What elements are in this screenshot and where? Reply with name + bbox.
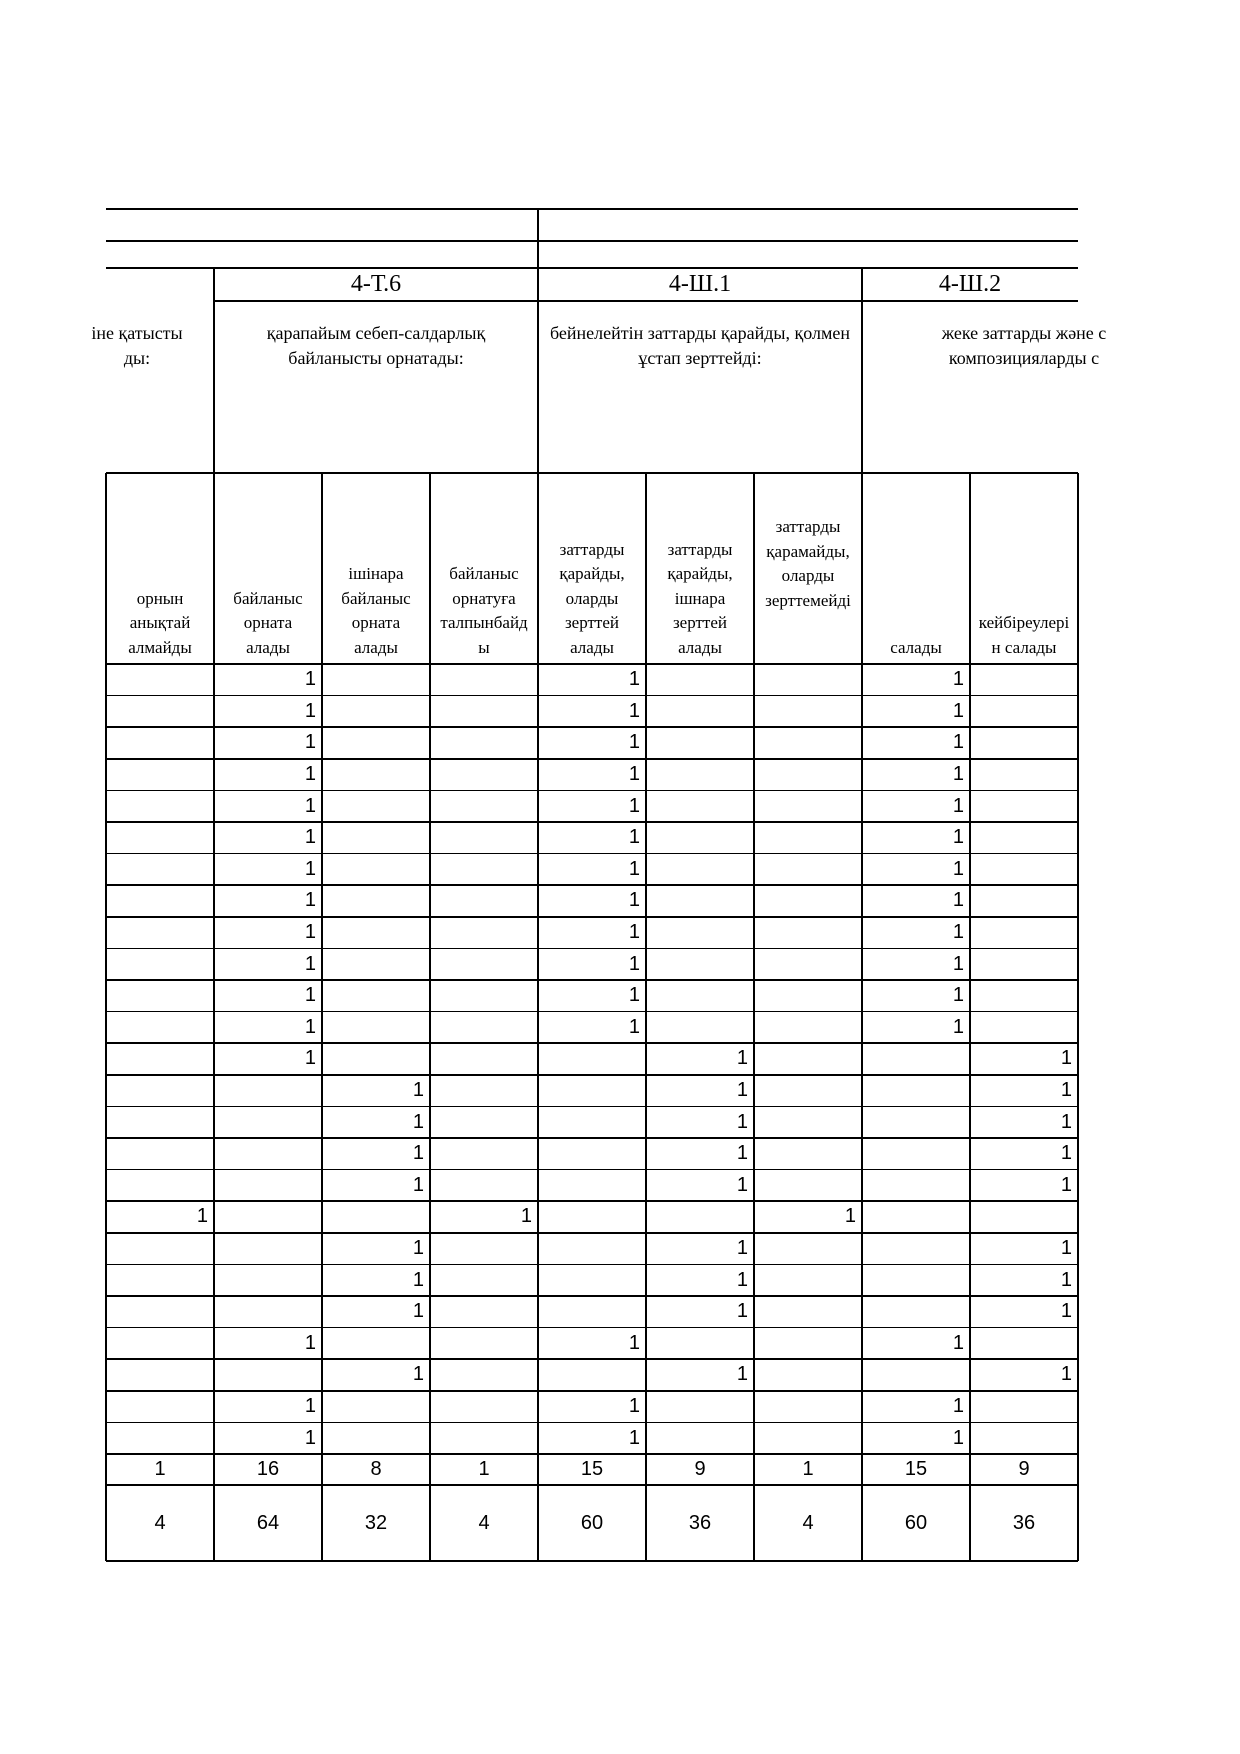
- table-cell: [754, 1138, 862, 1170]
- table-cell: [322, 1422, 430, 1454]
- table-cell: [970, 1201, 1078, 1233]
- table-cell: [970, 948, 1078, 980]
- table-cell: 1: [304, 889, 316, 912]
- table-cell: [322, 790, 430, 822]
- table-cell: 1: [628, 794, 640, 817]
- table-cell: [430, 1422, 538, 1454]
- table-cell: 1: [628, 857, 640, 880]
- table-cell: 1: [952, 921, 964, 944]
- table-cell: 1: [628, 1426, 640, 1449]
- table-cell: [754, 948, 862, 980]
- table-cell: [754, 1106, 862, 1138]
- percent-cell: 60: [580, 1511, 604, 1534]
- indicator-code: 4-Ш.2: [938, 271, 1002, 297]
- table-cell: [430, 1170, 538, 1202]
- table-cell: [106, 1328, 214, 1360]
- total-cell: 1: [154, 1458, 166, 1480]
- table-cell: 1: [1060, 1173, 1072, 1196]
- table-cell: [970, 1328, 1078, 1360]
- table-cell: [106, 854, 214, 886]
- table-cell: [322, 917, 430, 949]
- table-cell: [970, 1012, 1078, 1044]
- table-cell: [754, 1264, 862, 1296]
- table-cell: [322, 1201, 430, 1233]
- table-cell: [754, 1075, 862, 1107]
- table-cell: 1: [304, 668, 316, 691]
- table-cell: 1: [304, 763, 316, 786]
- table-cell: [862, 1201, 970, 1233]
- table-cell: 1: [1060, 1047, 1072, 1070]
- table-cell: 1: [412, 1110, 424, 1133]
- table-cell: 1: [304, 1047, 316, 1070]
- table-cell: 1: [412, 1079, 424, 1102]
- table-cell: [322, 948, 430, 980]
- table-cell: [754, 1233, 862, 1265]
- table-cell: [754, 696, 862, 728]
- total-cell: 16: [256, 1458, 280, 1480]
- table-cell: [106, 1422, 214, 1454]
- percent-cell: 36: [1012, 1511, 1036, 1534]
- table-cell: [754, 980, 862, 1012]
- table-cell: 1: [952, 794, 964, 817]
- table-cell: [646, 822, 754, 854]
- table-cell: 1: [304, 731, 316, 754]
- percent-cell: 4: [478, 1511, 490, 1534]
- table-cell: [106, 727, 214, 759]
- table-cell: [214, 1296, 322, 1328]
- table-cell: [754, 1170, 862, 1202]
- indicator-description: іне қатысты ды:: [91, 323, 183, 368]
- total-cell: 1: [802, 1458, 814, 1480]
- total-cell: 15: [904, 1458, 928, 1480]
- table-cell: [754, 1359, 862, 1391]
- table-cell: 1: [628, 984, 640, 1007]
- table-cell: [322, 696, 430, 728]
- table-cell: [106, 1264, 214, 1296]
- percent-cell: 32: [364, 1511, 388, 1534]
- table-cell: 1: [304, 857, 316, 880]
- table-cell: [538, 1201, 646, 1233]
- table-cell: [754, 1391, 862, 1423]
- table-cell: [214, 1106, 322, 1138]
- table-cell: [214, 1264, 322, 1296]
- subcolumn-header: заттарды қарамайды, оларды зерттемейді: [765, 517, 851, 610]
- table-cell: 1: [628, 1331, 640, 1354]
- table-cell: 1: [952, 952, 964, 975]
- table-cell: [646, 727, 754, 759]
- table-cell: [970, 854, 1078, 886]
- table-cell: [106, 1012, 214, 1044]
- table-cell: [754, 1043, 862, 1075]
- table-cell: [322, 664, 430, 696]
- indicator-code: 4-Ш.1: [668, 271, 732, 297]
- table-cell: 1: [628, 1395, 640, 1418]
- table-cell: 1: [1060, 1268, 1072, 1291]
- table-cell: 1: [304, 921, 316, 944]
- total-cell: 8: [370, 1458, 382, 1480]
- table-cell: 1: [736, 1110, 748, 1133]
- table-cell: 1: [952, 731, 964, 754]
- table-cell: [322, 854, 430, 886]
- table-cell: [322, 822, 430, 854]
- table-cell: [322, 980, 430, 1012]
- table-cell: 1: [412, 1363, 424, 1386]
- table-cell: [754, 1296, 862, 1328]
- table-cell: [970, 980, 1078, 1012]
- table-cell: [646, 885, 754, 917]
- table-cell: 1: [1060, 1142, 1072, 1165]
- table-cell: [430, 1075, 538, 1107]
- table-cell: 1: [304, 699, 316, 722]
- table-cell: [430, 1012, 538, 1044]
- table-cell: 1: [412, 1300, 424, 1323]
- table-cell: [430, 1391, 538, 1423]
- table-cell: [646, 1422, 754, 1454]
- table-cell: [862, 1043, 970, 1075]
- percent-cell: 4: [154, 1511, 166, 1534]
- table-cell: [862, 1264, 970, 1296]
- total-cell: 1: [478, 1458, 490, 1480]
- table-cell: [754, 854, 862, 886]
- table-cell: 1: [628, 952, 640, 975]
- table-cell: 1: [628, 921, 640, 944]
- table-cell: 1: [952, 1395, 964, 1418]
- table-cell: [646, 948, 754, 980]
- table-cell: 1: [628, 699, 640, 722]
- table-cell: [430, 1296, 538, 1328]
- table-cell: [646, 854, 754, 886]
- table-cell: [970, 917, 1078, 949]
- table-cell: [538, 1075, 646, 1107]
- table-cell: [970, 759, 1078, 791]
- table-cell: [430, 948, 538, 980]
- table-cell: 1: [1060, 1363, 1072, 1386]
- table-cell: [754, 1422, 862, 1454]
- table-cell: [754, 664, 862, 696]
- table-cell: [646, 980, 754, 1012]
- table-cell: [970, 822, 1078, 854]
- table-cell: [754, 790, 862, 822]
- table-cell: [106, 1138, 214, 1170]
- table-cell: [106, 822, 214, 854]
- table-cell: [862, 1106, 970, 1138]
- subcolumn-header: орнын анықтай алмайды: [128, 588, 192, 657]
- table-cell: 1: [952, 889, 964, 912]
- table-cell: [646, 759, 754, 791]
- subcolumn-header: байланыс орната алады: [233, 588, 303, 657]
- table-cell: [430, 1264, 538, 1296]
- table-cell: [970, 696, 1078, 728]
- table-cell: [322, 885, 430, 917]
- table-cell: 1: [1060, 1237, 1072, 1260]
- table-cell: [214, 1170, 322, 1202]
- indicator-description: қарапайым себеп-салдарлық байланысты орнатады:: [266, 323, 486, 368]
- table-cell: [106, 1043, 214, 1075]
- table-cell: [970, 790, 1078, 822]
- table-cell: [754, 1012, 862, 1044]
- table-cell: [970, 664, 1078, 696]
- table-cell: [862, 1296, 970, 1328]
- table-cell: 1: [412, 1142, 424, 1165]
- table-cell: [646, 1328, 754, 1360]
- table-cell: [106, 1170, 214, 1202]
- table-cell: [538, 1043, 646, 1075]
- percent-cell: 4: [802, 1511, 814, 1534]
- table-cell: [430, 1138, 538, 1170]
- table-cell: 1: [520, 1205, 532, 1228]
- table-cell: [862, 1075, 970, 1107]
- total-cell: 15: [580, 1458, 604, 1480]
- table-cell: [214, 1359, 322, 1391]
- table-cell: 1: [952, 826, 964, 849]
- table-cell: [646, 790, 754, 822]
- table-cell: 1: [304, 1331, 316, 1354]
- table-cell: [214, 1201, 322, 1233]
- percent-cell: 64: [256, 1511, 280, 1534]
- table-cell: [106, 1359, 214, 1391]
- table-cell: [430, 1233, 538, 1265]
- table-cell: 1: [952, 1426, 964, 1449]
- table-cell: [430, 1106, 538, 1138]
- table-cell: 1: [1060, 1110, 1072, 1133]
- table-cell: 1: [952, 857, 964, 880]
- table-cell: [430, 727, 538, 759]
- table-cell: 1: [736, 1300, 748, 1323]
- table-cell: [970, 885, 1078, 917]
- table-cell: 1: [412, 1173, 424, 1196]
- table-cell: [322, 759, 430, 791]
- table-cell: [322, 727, 430, 759]
- table-cell: [430, 696, 538, 728]
- table-cell: [646, 917, 754, 949]
- table-cell: 1: [304, 1015, 316, 1038]
- table-cell: [430, 759, 538, 791]
- table-cell: [430, 854, 538, 886]
- table-cell: 1: [304, 826, 316, 849]
- table-cell: [754, 822, 862, 854]
- table-cell: [430, 917, 538, 949]
- table-cell: 1: [1060, 1300, 1072, 1323]
- indicator-description: бейнелейтін заттарды қарайды, қолмен ұстап зерттейді:: [550, 323, 850, 368]
- subcolumn-header: заттарды қарайды, ішнара зерттей алады: [667, 539, 733, 657]
- table-cell: 1: [412, 1268, 424, 1291]
- table-cell: [754, 1328, 862, 1360]
- table-cell: 1: [952, 668, 964, 691]
- table-cell: [106, 948, 214, 980]
- table-cell: [322, 1328, 430, 1360]
- table-cell: [538, 1233, 646, 1265]
- table-cell: [862, 1170, 970, 1202]
- table-cell: [322, 1043, 430, 1075]
- table-cell: [430, 980, 538, 1012]
- table-cell: 1: [304, 1426, 316, 1449]
- total-cell: 9: [694, 1458, 706, 1480]
- percent-cell: 36: [688, 1511, 712, 1534]
- table-cell: 1: [1060, 1079, 1072, 1102]
- table-cell: 1: [952, 1015, 964, 1038]
- table-cell: 1: [952, 1331, 964, 1354]
- table-cell: 1: [736, 1268, 748, 1291]
- table-cell: [430, 1359, 538, 1391]
- table-cell: [754, 759, 862, 791]
- table-cell: [754, 885, 862, 917]
- table-cell: 1: [628, 731, 640, 754]
- table-cell: 1: [196, 1205, 208, 1228]
- table-cell: [754, 917, 862, 949]
- table-cell: [106, 664, 214, 696]
- table-cell: [106, 1075, 214, 1107]
- table-cell: [538, 1170, 646, 1202]
- table-cell: 1: [304, 952, 316, 975]
- table-cell: 1: [304, 1395, 316, 1418]
- table-cell: [106, 1233, 214, 1265]
- subcolumn-header: байланыс орнатуға талпынбайд ы: [440, 564, 528, 657]
- table-cell: [538, 1264, 646, 1296]
- subcolumn-header: ішінара байланыс орната алады: [341, 564, 411, 657]
- table-cell: 1: [736, 1142, 748, 1165]
- table-cell: 1: [952, 763, 964, 786]
- table-cell: 1: [736, 1363, 748, 1386]
- table-cell: [430, 822, 538, 854]
- percent-cell: 60: [904, 1511, 928, 1534]
- table-cell: 1: [952, 984, 964, 1007]
- table-cell: [106, 759, 214, 791]
- table-cell: [430, 664, 538, 696]
- table-cell: 1: [628, 889, 640, 912]
- table-cell: [430, 790, 538, 822]
- table-cell: [862, 1233, 970, 1265]
- subcolumn-header: кейбіреулері н салады: [978, 613, 1070, 657]
- table-cell: 1: [952, 699, 964, 722]
- table-cell: [646, 1012, 754, 1044]
- table-cell: [538, 1296, 646, 1328]
- subcolumn-header: заттарды қарайды, оларды зерттей алады: [559, 539, 625, 657]
- table-cell: 1: [304, 984, 316, 1007]
- table-cell: [538, 1106, 646, 1138]
- table-cell: [322, 1012, 430, 1044]
- header-line-top: [106, 208, 1078, 210]
- table-cell: [322, 1391, 430, 1423]
- table-cell: 1: [736, 1047, 748, 1070]
- table-cell: [106, 980, 214, 1012]
- table-cell: 1: [736, 1237, 748, 1260]
- table-cell: [646, 1201, 754, 1233]
- table-cell: [106, 790, 214, 822]
- table-cell: [214, 1075, 322, 1107]
- subcolumn-header: салады: [890, 637, 942, 657]
- table-cell: [862, 1359, 970, 1391]
- table-cell: 1: [628, 668, 640, 691]
- header-line-second: [106, 240, 1078, 242]
- table-cell: [106, 1296, 214, 1328]
- table-cell: [646, 664, 754, 696]
- table-cell: 1: [412, 1237, 424, 1260]
- table-cell: 1: [304, 794, 316, 817]
- table-cell: 1: [628, 763, 640, 786]
- table-cell: 1: [736, 1079, 748, 1102]
- table-cell: 1: [628, 1015, 640, 1038]
- table-cell: [106, 917, 214, 949]
- table-cell: 1: [844, 1205, 856, 1228]
- table-cell: [646, 1391, 754, 1423]
- total-cell: 9: [1018, 1458, 1030, 1480]
- table-cell: [970, 727, 1078, 759]
- table-cell: [214, 1233, 322, 1265]
- table-cell: [106, 1391, 214, 1423]
- table-cell: 1: [736, 1173, 748, 1196]
- table-cell: [754, 727, 862, 759]
- table-cell: [106, 696, 214, 728]
- table-cell: [106, 1106, 214, 1138]
- table-cell: [106, 885, 214, 917]
- table-cell: [430, 885, 538, 917]
- table-cell: 1: [628, 826, 640, 849]
- table-cell: [862, 1138, 970, 1170]
- indicator-description: жеке заттарды және с композицияларды с: [941, 323, 1107, 368]
- table-cell: [214, 1138, 322, 1170]
- table-cell: [970, 1422, 1078, 1454]
- table-cell: [646, 696, 754, 728]
- table-cell: [538, 1138, 646, 1170]
- table-cell: [430, 1043, 538, 1075]
- table-cell: [970, 1391, 1078, 1423]
- table-cell: [538, 1359, 646, 1391]
- table-cell: [430, 1328, 538, 1360]
- indicator-code: 4-Т.6: [350, 271, 402, 297]
